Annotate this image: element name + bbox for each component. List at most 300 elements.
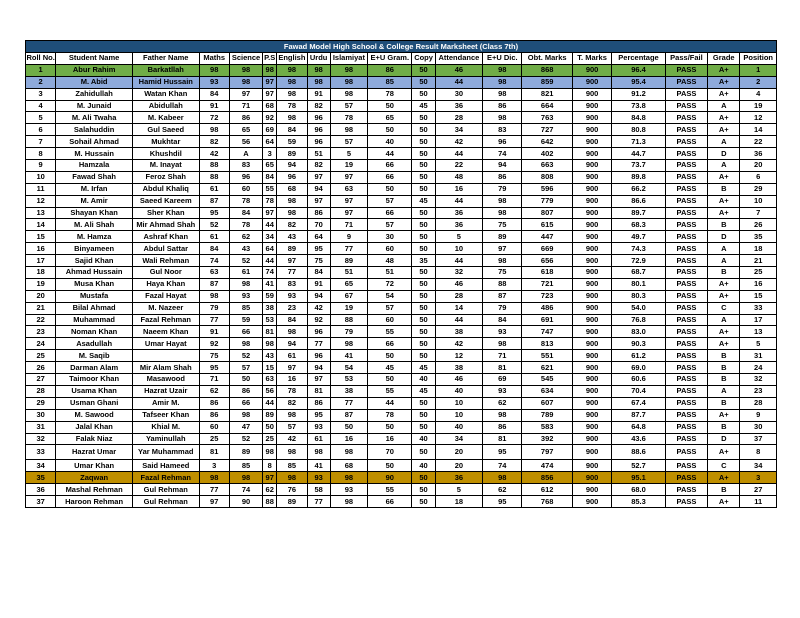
table-cell: 98	[330, 496, 367, 508]
table-cell: 42	[435, 136, 482, 148]
table-cell: 68	[330, 460, 367, 472]
table-cell: 98	[483, 88, 522, 100]
column-header: Science	[229, 53, 262, 65]
table-cell: 40	[412, 374, 435, 386]
table-cell: 44	[263, 219, 277, 231]
table-cell: 34	[26, 460, 56, 472]
table-cell: 50	[412, 326, 435, 338]
table-cell: 86	[307, 397, 330, 409]
table-cell: 50	[412, 219, 435, 231]
table-cell: 81	[483, 362, 522, 374]
table-cell: PASS	[665, 100, 707, 112]
table-cell: PASS	[665, 433, 707, 445]
table-cell: 38	[435, 326, 482, 338]
table-cell: 65	[368, 112, 412, 124]
table-cell: M. Junaid	[56, 100, 133, 112]
table-cell: 97	[263, 207, 277, 219]
table-cell: 56	[229, 136, 262, 148]
table-cell: 5	[435, 484, 482, 496]
table-cell: 53	[263, 314, 277, 326]
table-cell: 94	[277, 160, 307, 172]
table-row	[26, 397, 777, 409]
table-cell: 25	[740, 267, 777, 279]
table-cell: B	[708, 421, 740, 433]
table-cell: M. Amir	[56, 195, 133, 207]
table-cell: 900	[572, 302, 611, 314]
table-cell: 98	[277, 195, 307, 207]
table-cell: 10	[435, 409, 482, 421]
table-cell: PASS	[665, 472, 707, 484]
table-cell: 50	[412, 112, 435, 124]
table-cell: Muhammad	[56, 314, 133, 326]
table-cell: PASS	[665, 350, 707, 362]
table-cell: 29	[26, 397, 56, 409]
table-cell: 89	[277, 496, 307, 508]
table-cell: 63	[330, 183, 367, 195]
table-cell: 900	[572, 350, 611, 362]
table-cell: 8	[263, 460, 277, 472]
table-cell: 28	[740, 397, 777, 409]
table-cell: 16	[435, 183, 482, 195]
table-cell: 900	[572, 385, 611, 397]
column-header: Pass/Fail	[665, 53, 707, 65]
table-cell: 30	[740, 421, 777, 433]
table-cell: 65	[330, 278, 367, 290]
table-cell: 900	[572, 496, 611, 508]
table-cell: 96	[307, 124, 330, 136]
table-cell: 48	[435, 171, 482, 183]
table-cell: 25	[199, 433, 229, 445]
table-cell: 98	[277, 472, 307, 484]
table-cell: 60	[368, 314, 412, 326]
table-cell: 50	[412, 88, 435, 100]
table-cell: PASS	[665, 136, 707, 148]
table-cell: 79	[483, 302, 522, 314]
table-cell: 50	[368, 460, 412, 472]
table-cell: 85	[277, 460, 307, 472]
table-cell: 86	[229, 112, 262, 124]
table-cell: 28	[435, 112, 482, 124]
table-row	[26, 409, 777, 421]
table-cell: 38	[435, 362, 482, 374]
table-cell: 7	[26, 136, 56, 148]
header-row	[26, 53, 777, 65]
table-cell: 98	[229, 472, 262, 484]
table-cell: 89	[277, 243, 307, 255]
table-cell: 4	[740, 88, 777, 100]
table-cell: 900	[572, 397, 611, 409]
table-cell: 22	[740, 136, 777, 148]
table-cell: 54	[330, 362, 367, 374]
title-row	[26, 41, 777, 53]
table-cell: 10	[740, 195, 777, 207]
table-cell: 67	[330, 290, 367, 302]
table-cell: 52	[229, 255, 262, 267]
table-cell: 97	[277, 362, 307, 374]
table-cell: 40	[435, 385, 482, 397]
table-cell: PASS	[665, 112, 707, 124]
table-cell: 26	[26, 362, 56, 374]
table-row	[26, 314, 777, 326]
table-cell: 60	[368, 243, 412, 255]
table-cell: 900	[572, 472, 611, 484]
table-cell: 16	[368, 433, 412, 445]
table-cell: 44	[435, 195, 482, 207]
table-cell: 1	[26, 64, 56, 76]
table-cell: 32	[26, 433, 56, 445]
table-cell: 77	[307, 496, 330, 508]
table-cell: 96	[229, 171, 262, 183]
table-cell: PASS	[665, 231, 707, 243]
table-cell: 66.2	[612, 183, 665, 195]
table-cell: 93	[483, 326, 522, 338]
table-cell: 89.7	[612, 207, 665, 219]
table-cell: 91	[307, 278, 330, 290]
table-cell: 52	[229, 350, 262, 362]
table-cell: Saeed Kareem	[132, 195, 199, 207]
table-cell: 51	[330, 267, 367, 279]
table-row	[26, 148, 777, 160]
table-cell: 98	[330, 88, 367, 100]
table-row	[26, 160, 777, 172]
table-cell: 57	[330, 136, 367, 148]
table-row	[26, 350, 777, 362]
table-row	[26, 64, 777, 76]
table-cell: 36	[435, 207, 482, 219]
table-cell: 58	[307, 484, 330, 496]
table-cell: M. Hamza	[56, 231, 133, 243]
table-cell: PASS	[665, 207, 707, 219]
table-cell: 723	[522, 290, 572, 302]
table-cell: Darman Alam	[56, 362, 133, 374]
table-cell: 23	[277, 302, 307, 314]
table-cell: 46	[435, 374, 482, 386]
table-cell: Mashal Rehman	[56, 484, 133, 496]
table-cell: 474	[522, 460, 572, 472]
column-header: E+U Dic.	[483, 53, 522, 65]
table-cell: 31	[26, 421, 56, 433]
table-cell: 89	[229, 445, 262, 460]
table-cell: Wali Rehman	[132, 255, 199, 267]
table-row	[26, 460, 777, 472]
table-cell: 98	[277, 76, 307, 88]
table-cell: 691	[522, 314, 572, 326]
table-cell: 89	[263, 409, 277, 421]
table-cell: 94	[483, 160, 522, 172]
table-cell: 50	[412, 136, 435, 148]
table-cell: 57	[368, 302, 412, 314]
table-cell: 68	[263, 100, 277, 112]
table-cell: 87	[199, 195, 229, 207]
table-cell: Abdul Sattar	[132, 243, 199, 255]
table-cell: 20	[435, 460, 482, 472]
table-cell: 900	[572, 231, 611, 243]
table-cell: A	[708, 136, 740, 148]
table-cell: 18	[740, 243, 777, 255]
table-cell: 37	[740, 433, 777, 445]
table-cell: Ashraf Khan	[132, 231, 199, 243]
table-cell: 94	[307, 183, 330, 195]
table-cell: 1	[740, 64, 777, 76]
table-cell: Fazal Rehman	[132, 472, 199, 484]
table-cell: PASS	[665, 183, 707, 195]
table-cell: 50	[412, 171, 435, 183]
table-cell: 900	[572, 112, 611, 124]
table-cell: 26	[740, 219, 777, 231]
table-cell: 57	[229, 362, 262, 374]
table-cell: M. Nazeer	[132, 302, 199, 314]
table-cell: 747	[522, 326, 572, 338]
table-cell: 900	[572, 64, 611, 76]
table-cell: 50	[412, 183, 435, 195]
table-cell: 797	[522, 445, 572, 460]
table-cell: 98	[277, 112, 307, 124]
column-header: Position	[740, 53, 777, 65]
table-cell: PASS	[665, 243, 707, 255]
table-cell: 85	[229, 460, 262, 472]
table-cell: Sajid Khan	[56, 255, 133, 267]
table-cell: 900	[572, 484, 611, 496]
table-cell: 77	[199, 484, 229, 496]
table-cell: A+	[708, 496, 740, 508]
table-cell: 18	[435, 496, 482, 508]
table-cell: Hazrat Umar	[56, 445, 133, 460]
table-cell: 51	[368, 267, 412, 279]
table-cell: 80.8	[612, 124, 665, 136]
table-cell: 97	[307, 374, 330, 386]
table-row	[26, 124, 777, 136]
table-cell: 84	[483, 314, 522, 326]
table-cell: 14	[435, 302, 482, 314]
table-cell: 24	[26, 338, 56, 350]
table-cell: 44	[263, 255, 277, 267]
table-cell: PASS	[665, 421, 707, 433]
table-cell: 900	[572, 88, 611, 100]
table-cell: 94	[307, 362, 330, 374]
table-cell: 50	[412, 160, 435, 172]
table-cell: 68	[277, 183, 307, 195]
table-cell: 60	[229, 183, 262, 195]
table-cell: A+	[708, 278, 740, 290]
table-cell: 81	[307, 385, 330, 397]
table-cell: 50	[412, 496, 435, 508]
table-cell: Gul Noor	[132, 267, 199, 279]
table-cell: 98	[199, 472, 229, 484]
table-cell: 36	[26, 484, 56, 496]
table-cell: A+	[708, 338, 740, 350]
table-cell: 95	[483, 496, 522, 508]
table-cell: 16	[330, 433, 367, 445]
table-cell: 7	[740, 207, 777, 219]
table-cell: 74	[483, 148, 522, 160]
table-cell: PASS	[665, 64, 707, 76]
table-cell: 81	[199, 445, 229, 460]
table-cell: PASS	[665, 290, 707, 302]
table-cell: 40	[435, 421, 482, 433]
table-cell: 45	[412, 100, 435, 112]
table-cell: 50	[412, 350, 435, 362]
table-cell: 30	[435, 88, 482, 100]
table-cell: 50	[412, 409, 435, 421]
table-cell: 900	[572, 255, 611, 267]
table-cell: 62	[263, 484, 277, 496]
table-cell: 23	[26, 326, 56, 338]
table-cell: 62	[483, 397, 522, 409]
table-cell: B	[708, 374, 740, 386]
table-cell: 93	[199, 76, 229, 88]
table-cell: Masawood	[132, 374, 199, 386]
table-cell: 98	[483, 207, 522, 219]
table-cell: Binyameen	[56, 243, 133, 255]
table-row	[26, 290, 777, 302]
table-cell	[132, 350, 199, 362]
table-cell: 98	[307, 445, 330, 460]
table-cell: D	[708, 148, 740, 160]
table-row	[26, 338, 777, 350]
table-cell: 78	[229, 219, 262, 231]
table-cell: 40	[412, 460, 435, 472]
table-cell: 55	[368, 484, 412, 496]
table-cell: 64	[307, 231, 330, 243]
table-cell: 10	[435, 397, 482, 409]
table-cell: 807	[522, 207, 572, 219]
table-cell: 3	[26, 88, 56, 100]
table-cell: 86	[307, 207, 330, 219]
table-cell: 43.6	[612, 433, 665, 445]
table-cell: M. Inayat	[132, 160, 199, 172]
table-cell: Taimoor Khan	[56, 374, 133, 386]
table-cell: A+	[708, 64, 740, 76]
table-cell: M. Saqib	[56, 350, 133, 362]
table-cell: 87.7	[612, 409, 665, 421]
table-cell: 50	[330, 421, 367, 433]
table-cell: 551	[522, 350, 572, 362]
table-cell: 55	[368, 326, 412, 338]
table-cell: 27	[26, 374, 56, 386]
table-cell: A+	[708, 124, 740, 136]
table-cell: Zahidullah	[56, 88, 133, 100]
table-cell: 71	[199, 374, 229, 386]
table-cell: 98	[263, 338, 277, 350]
table-cell: 96	[307, 112, 330, 124]
table-cell: PASS	[665, 148, 707, 160]
table-cell: 50	[412, 231, 435, 243]
table-cell: 583	[522, 421, 572, 433]
table-cell: 65	[229, 124, 262, 136]
table-cell: B	[708, 484, 740, 496]
table-cell: PASS	[665, 160, 707, 172]
table-cell: 98	[330, 76, 367, 88]
table-cell: 25	[263, 433, 277, 445]
table-cell: 96	[483, 136, 522, 148]
table-cell: 46	[435, 64, 482, 76]
table-cell: 95.4	[612, 76, 665, 88]
table-cell: 90	[368, 472, 412, 484]
table-cell: 50	[412, 278, 435, 290]
table-cell: 54.0	[612, 302, 665, 314]
table-cell: Abidullah	[132, 100, 199, 112]
table-cell: Ahmad Hussain	[56, 267, 133, 279]
table-cell: 8	[26, 148, 56, 160]
table-cell: 66	[368, 160, 412, 172]
table-cell: 98	[330, 64, 367, 76]
table-cell: Fazal Rehman	[132, 314, 199, 326]
table-cell: 42	[307, 302, 330, 314]
table-cell: 900	[572, 124, 611, 136]
table-cell: 447	[522, 231, 572, 243]
table-cell: 43	[277, 231, 307, 243]
table-cell: 69	[263, 124, 277, 136]
table-cell: 97	[277, 255, 307, 267]
table-cell: B	[708, 183, 740, 195]
table-cell: 46	[435, 278, 482, 290]
table-row	[26, 136, 777, 148]
table-cell: 900	[572, 171, 611, 183]
table-cell: 31	[740, 350, 777, 362]
table-cell: 97	[307, 195, 330, 207]
table-cell: C	[708, 460, 740, 472]
table-cell: 656	[522, 255, 572, 267]
table-row	[26, 472, 777, 484]
table-cell: 900	[572, 76, 611, 88]
table-cell: 50	[412, 397, 435, 409]
table-cell: 66	[229, 326, 262, 338]
table-cell: 50	[412, 338, 435, 350]
table-cell: 98	[483, 472, 522, 484]
table-cell: 98	[199, 64, 229, 76]
table-cell: 59	[277, 136, 307, 148]
table-cell: 65	[263, 160, 277, 172]
table-cell: 642	[522, 136, 572, 148]
table-cell: Mukhtar	[132, 136, 199, 148]
table-cell: 40	[412, 433, 435, 445]
table-cell: 98	[330, 445, 367, 460]
table-cell: 55	[368, 385, 412, 397]
table-cell: 96	[307, 350, 330, 362]
table-cell: Amir M.	[132, 397, 199, 409]
table-cell: 663	[522, 160, 572, 172]
table-row	[26, 255, 777, 267]
table-cell: PASS	[665, 219, 707, 231]
table-cell: 596	[522, 183, 572, 195]
table-cell: 16	[26, 243, 56, 255]
table-cell: 23	[740, 385, 777, 397]
table-cell: 84.8	[612, 112, 665, 124]
table-row	[26, 496, 777, 508]
table-cell: Gul Rehman	[132, 496, 199, 508]
table-cell: 43	[229, 243, 262, 255]
table-cell: 87	[483, 290, 522, 302]
table-cell: 69	[483, 374, 522, 386]
table-cell: 95	[199, 362, 229, 374]
table-cell: 45	[412, 362, 435, 374]
table-cell: 721	[522, 278, 572, 290]
table-cell: 808	[522, 171, 572, 183]
table-cell: 72	[199, 112, 229, 124]
table-cell: 85	[229, 302, 262, 314]
table-row	[26, 374, 777, 386]
table-cell: PASS	[665, 484, 707, 496]
table-cell: 84	[277, 314, 307, 326]
table-cell: 66	[368, 207, 412, 219]
table-cell: 34	[435, 433, 482, 445]
column-header: Islamiyat	[330, 53, 367, 65]
table-cell: A+	[708, 409, 740, 421]
table-cell: 94	[307, 290, 330, 302]
table-cell: 74	[483, 460, 522, 472]
table-cell: 98	[277, 326, 307, 338]
table-cell: 50	[368, 421, 412, 433]
